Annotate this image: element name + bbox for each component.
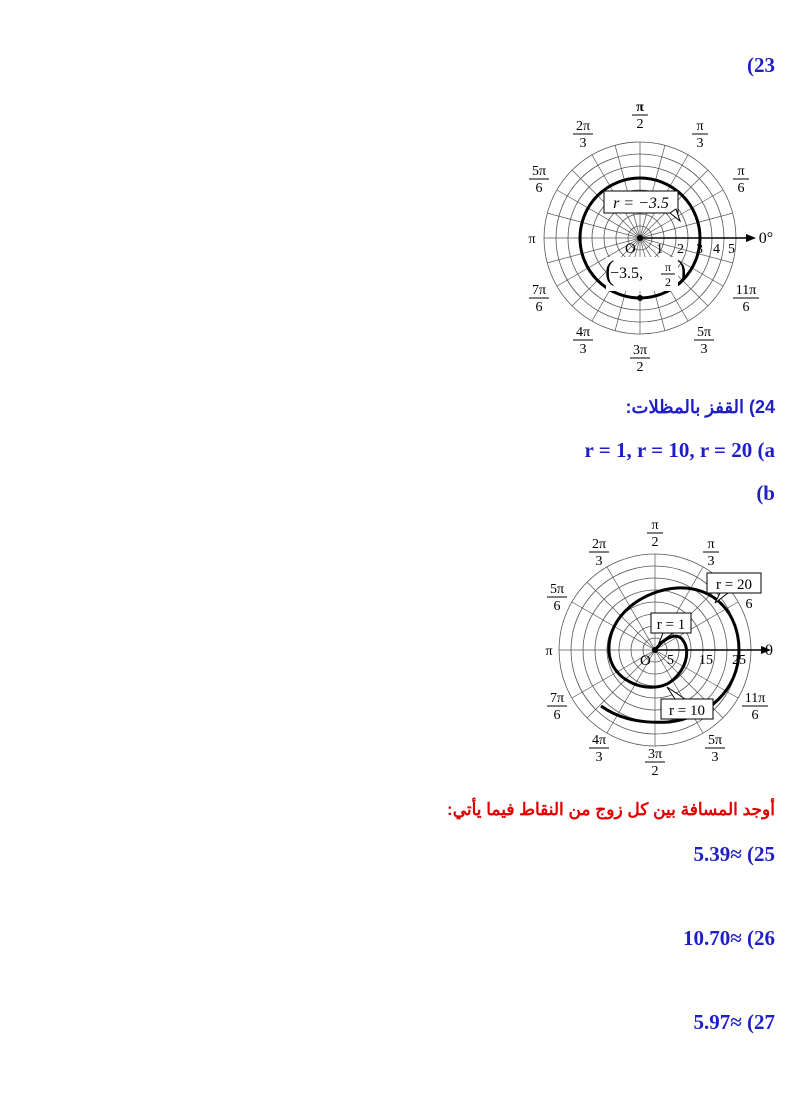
angle-7pi-over-6-den: 6 <box>553 708 561 723</box>
radial-tick-5: 5 <box>728 242 735 257</box>
angle-2pi-over-3-num: 2π <box>575 119 591 134</box>
angle-5pi-over-6-num: 5π <box>531 164 547 179</box>
question-24-part-a: r = 1, r = 10, r = 20 (a <box>584 438 775 462</box>
angle-pi-over-2-den: 2 <box>651 535 659 550</box>
angle-5pi-over-6-den: 6 <box>535 181 543 196</box>
callout-r1: r = 1 <box>656 617 686 633</box>
answer-25: 5.39≈ (25 <box>693 842 775 866</box>
angle-pi-over-6-den: 6 <box>737 181 745 196</box>
origin-label: O <box>625 241 636 257</box>
angle-pi-over-6-den: 6 <box>745 597 753 612</box>
angle-5pi-over-3-den: 3 <box>711 750 719 765</box>
polar-graph-r-minus-3.5 <box>520 95 790 380</box>
angle-2pi-over-3-den: 3 <box>595 554 603 569</box>
origin-label: O <box>640 653 651 669</box>
angle-pi-over-3-den: 3 <box>707 554 715 569</box>
angle-11pi-over-6-num: 11π <box>744 691 766 706</box>
angle-3pi-over-2-num: 3π <box>647 747 663 762</box>
angle-pi-over-6-num: π <box>737 164 745 179</box>
radial-tick-4: 4 <box>713 242 720 257</box>
point-label-den: 2 <box>665 275 671 289</box>
radial-tick-1: 1 <box>656 242 663 257</box>
angle-pi-over-3-num: π <box>707 537 715 552</box>
answer-26: 10.70≈ (26 <box>682 926 775 950</box>
angle-7pi-over-6-num: 7π <box>549 691 565 706</box>
callout-r-minus-3.5: r = −3.5 <box>613 195 669 212</box>
angle-5pi-over-3-den: 3 <box>700 342 708 357</box>
point-label-text: −3.5, <box>610 265 644 282</box>
svg-text:): ) <box>677 256 687 287</box>
angle-4pi-over-3-num: 4π <box>591 733 607 748</box>
answer-27: 5.97≈ (27 <box>693 1010 775 1034</box>
angle-3pi-over-2-den: 2 <box>651 764 659 779</box>
distance-heading: أوجد المسافة بين كل زوج من النقاط فيما يأتي: <box>447 800 775 819</box>
angle-2pi-over-3-den: 3 <box>579 136 587 151</box>
angle-11pi-over-6-den: 6 <box>742 300 750 315</box>
angle-4pi-over-3-num: 4π <box>575 325 591 340</box>
angle-7pi-over-6-den: 6 <box>535 300 543 315</box>
angle-2pi-over-3-num: 2π <box>591 537 607 552</box>
angle-pi-over-2-den: 2 <box>636 117 644 132</box>
angle-4pi-over-3-den: 3 <box>579 342 587 357</box>
question-24-title: 24) القفز بالمظلات: <box>625 397 775 417</box>
angle-11pi-over-6-den: 6 <box>751 708 759 723</box>
angle-4pi-over-3-den: 3 <box>595 750 603 765</box>
angle-pi-over-2-num: π <box>636 100 644 115</box>
angle-pi: π <box>528 232 536 247</box>
angle-pi-over-2-num: π <box>651 518 659 533</box>
radial-tick-25: 25 <box>732 653 746 668</box>
radial-tick-2: 2 <box>677 242 684 257</box>
polar-graph-spiral <box>535 515 780 785</box>
angle-5pi-over-6-den: 6 <box>553 599 561 614</box>
angle-5pi-over-6-num: 5π <box>549 582 565 597</box>
question-24-part-b: (b <box>756 481 775 505</box>
angle-11pi-over-6-num: 11π <box>735 283 757 298</box>
point-label-num: π <box>664 260 672 274</box>
radial-tick-3: 3 <box>696 242 703 257</box>
callout-r20: r = 20 <box>716 577 752 593</box>
angle-7pi-over-6-num: 7π <box>531 283 547 298</box>
radial-tick-15: 15 <box>699 653 713 668</box>
angle-pi: π <box>545 644 553 659</box>
radial-tick-5: 5 <box>667 653 674 668</box>
svg-text:(: ( <box>605 256 615 287</box>
callout-r10: r = 10 <box>669 703 705 719</box>
angle-5pi-over-3-num: 5π <box>707 733 723 748</box>
angle-3pi-over-2-num: 3π <box>632 343 648 358</box>
angle-3pi-over-2-den: 2 <box>636 360 644 375</box>
angle-zero: 0 <box>765 642 773 659</box>
angle-pi-over-3-num: π <box>696 119 704 134</box>
angle-pi-over-3-den: 3 <box>696 136 704 151</box>
angle-5pi-over-3-num: 5π <box>696 325 712 340</box>
angle-zero: 0° <box>758 230 774 247</box>
question-23-label: (23 <box>747 53 775 77</box>
